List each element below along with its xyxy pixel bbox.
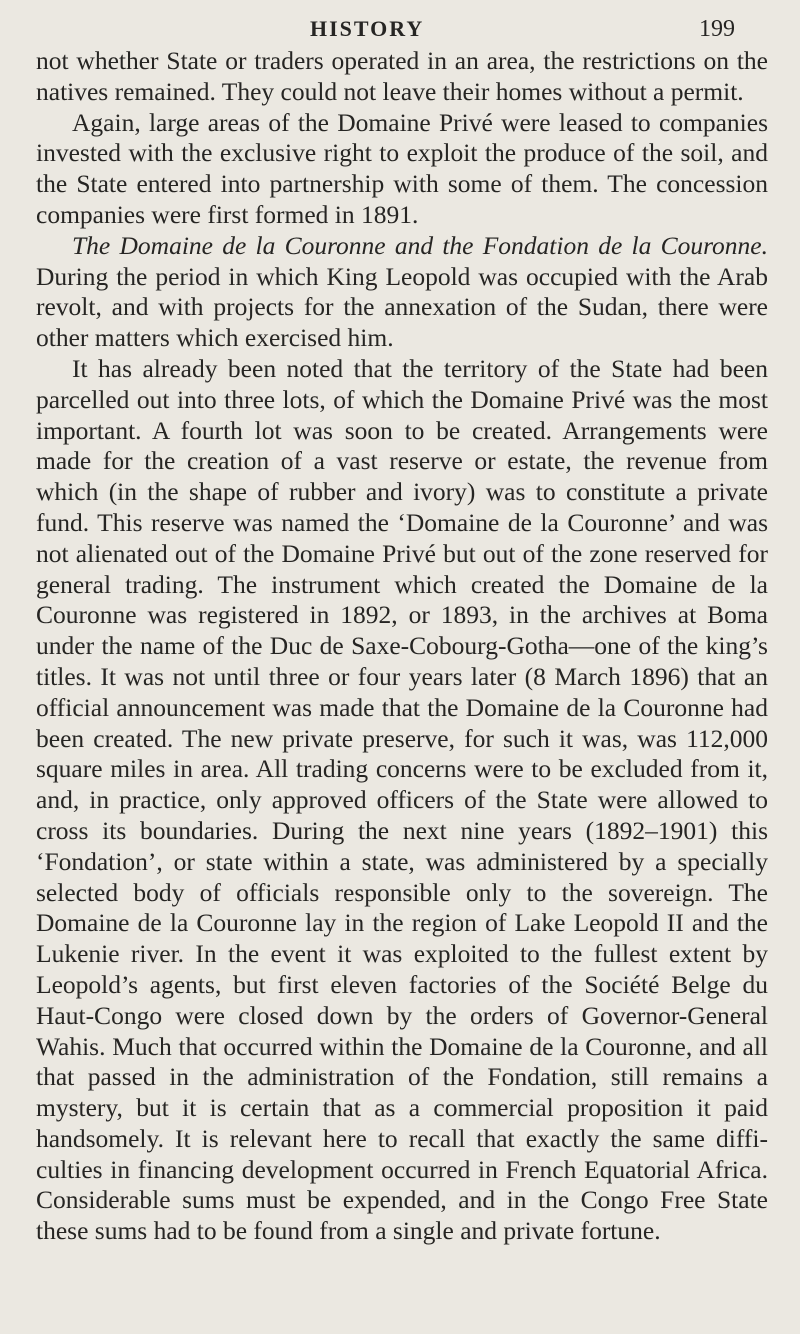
paragraph-3-text: During the period in which King Leopold was occupied with the Arab revolt, and with projects for the annexation of the Sudan, there were other matters which exercised him. [36, 261, 768, 353]
body-text [36, 46, 768, 1247]
paragraph-4 [36, 354, 768, 1247]
paragraph-3 [36, 231, 768, 354]
paragraph-3-italic-heading: The Domaine de la Couronne and the Fondation de la Couronne. [72, 230, 768, 260]
paragraph-4-text: It has already been noted that the territory of the State had been parcelled out into three lots, of which the Domaine Privé was the most important. A fourth lot was soon to be created. Arrangements were made for the creation of a vast reserve or estate, the revenue from which (in the shape of rubber and ivory) was to constitute a private fund. This reserve was named the ‘Domaine de la Couronne’ and was not alienated out of the Domaine Privé but out of the zone reserved for general trading. The instrument which created the Domaine de la Couronne was registered in 1892, or 1893, in the archives at Boma under the name of the Duc de Saxe-Cobourg-Gotha—one of the king’s titles. It was not until three or four years later (8 March 1896) that an official announcement was made that the Domaine de la Couronne had been created. The new private preserve, for such it was, was 112,000 square miles in area. All trading concerns were to be excluded from it, and, in practice, only approved officers of the State were allowed to cross its boundaries. During the next nine years (1892–1901) this ‘Fondation’, or state within a state, was administered by a specially selected body of officials responsible only to the sovereign. The Domaine de la Couronne lay in the region of Lake Leopold II and the Lukenie river. In the event it was exploited to the fullest extent by Leopold’s agents, but first eleven factories of the Société Belge du Haut-Congo were closed down by the orders of Governor-General Wahis. Much that occurred within the Domaine de la Couronne, and all that passed in the administration of the Fondation, still remains a mystery, but it is certain that as a commercial proposition it paid handsomely. It is relevant here to recall that exactly the same difficulties in financing development occurred in French Equatorial Africa. Considerable sums must be expended, and in the Congo Free State these sums had to be found from a single and private fortune. [36, 353, 768, 1246]
paragraph-1-text: not whether State or traders operated in an area, the restrictions on the natives remained. They could not leave their homes without a permit. [36, 46, 768, 106]
paragraph-1 [36, 46, 768, 108]
paragraph-2-text: Again, large areas of the Domaine Privé were leased to companies invested with the exclusive right to exploit the produce of the soil, and the State entered into partnership with some of them. The concession companies were first formed in 1891. [36, 107, 768, 229]
running-title: HISTORY [310, 16, 425, 41]
paragraph-2 [36, 108, 768, 231]
running-head [0, 16, 800, 46]
page-number: 199 [699, 16, 735, 42]
